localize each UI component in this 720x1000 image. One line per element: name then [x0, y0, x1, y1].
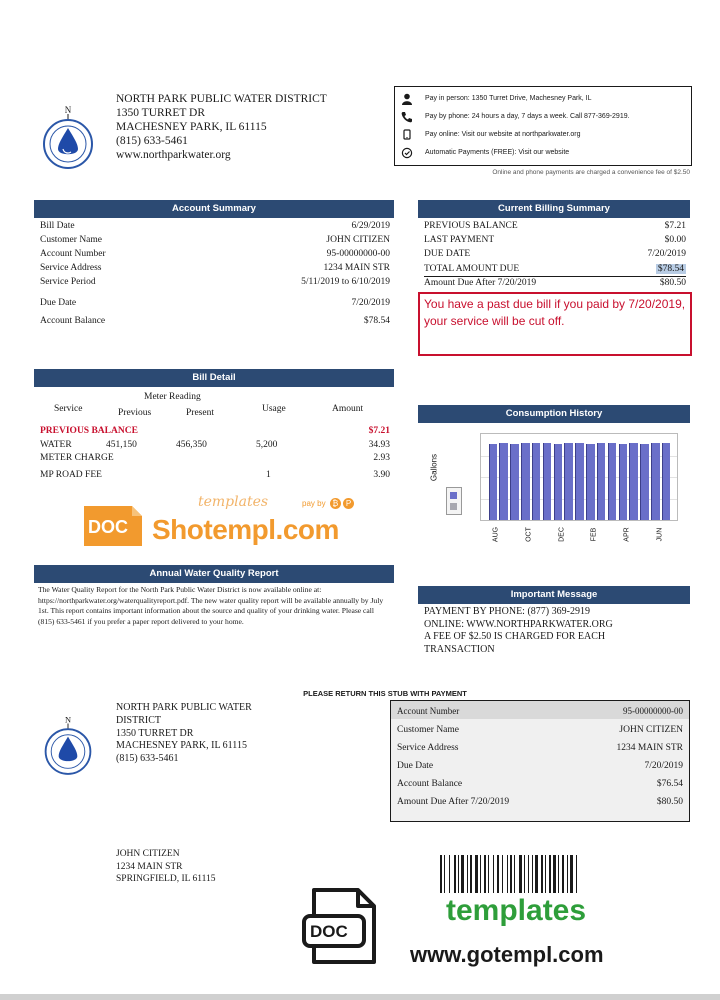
barcode-stripe — [558, 855, 559, 893]
stub-label-service-address: Service Address — [397, 743, 459, 753]
amount-road-fee: 3.90 — [373, 470, 390, 480]
chart-x-tick-label: JUN — [656, 527, 664, 542]
value-previous-balance: $7.21 — [664, 221, 686, 231]
barcode-stripe — [519, 855, 522, 893]
billing-summary-rows — [424, 220, 686, 292]
chart-bar — [597, 443, 606, 520]
stub-label-amount-due-after: Amount Due After 7/20/2019 — [397, 797, 510, 807]
payment-option-online — [395, 129, 691, 145]
barcode-stripe — [567, 855, 568, 893]
label-last-payment: LAST PAYMENT — [424, 235, 495, 245]
stub-value-amount-due-after: $80.50 — [656, 797, 683, 807]
label-previous-balance: PREVIOUS BALANCE — [424, 221, 518, 231]
stub-return-text: PLEASE RETURN THIS STUB WITH PAYMENT — [303, 689, 467, 698]
barcode-stripe — [475, 855, 478, 893]
amount-previous-balance: $7.21 — [368, 426, 390, 436]
chart-x-tick-label: OCT — [525, 527, 533, 542]
stub-value-account-balance: $76.54 — [656, 779, 683, 789]
chart-bar — [564, 443, 573, 520]
stub-utility-line: (815) 633-5461 — [116, 753, 179, 765]
value-total-amount-due: $78.54 — [657, 264, 684, 274]
value-account-number: 95-00000000-00 — [326, 249, 390, 259]
chart-bar — [586, 444, 595, 520]
account-summary-section — [34, 200, 394, 330]
barcode-stripe — [528, 855, 529, 893]
stub-utility-line: NORTH PARK PUBLIC WATER — [116, 702, 252, 713]
barcode-stripe — [562, 855, 564, 893]
previous-water: 451,150 — [106, 440, 137, 450]
label-total-amount-due: TOTAL AMOUNT DUE — [424, 264, 520, 274]
water-quality-header: Annual Water Quality Report — [34, 565, 394, 583]
important-message-line: TRANSACTION — [424, 643, 495, 655]
barcode-stripe — [510, 855, 512, 893]
chart-legend — [446, 487, 462, 515]
label-account-number: Account Number — [40, 249, 106, 259]
barcode-stripe — [502, 855, 503, 893]
barcode-stripe — [553, 855, 556, 893]
stub-account-box — [390, 700, 690, 822]
payment-option-phone — [395, 111, 691, 127]
legend-swatch-current — [450, 492, 457, 499]
amount-meter-charge: 2.93 — [373, 453, 390, 463]
doc-file-icon — [80, 504, 144, 548]
value-service-address: 1234 MAIN STR — [323, 263, 390, 273]
barcode-stripe — [576, 855, 577, 893]
water-quality-text: The Water Quality Report for the North Park Public Water District is now available online at: https://northparkwater.org/waterqualityreport.pdf. The new water quality report will be available annually by July 1st. This report contains important information about the source and quality of your drinking water. Please call (815) 633-5461 if you prefer a paper report delivered to your home. — [38, 585, 384, 626]
payment-option-text: Automatic Payments (FREE): Visit our website — [425, 149, 570, 156]
watermark-templates-text: templates — [198, 494, 269, 510]
barcode-stripe — [488, 855, 489, 893]
payment-option-auto — [395, 147, 691, 163]
stub-value-customer-name: JOHN CITIZEN — [619, 725, 683, 735]
value-last-payment: $0.00 — [664, 235, 686, 245]
stub-label-due-date: Due Date — [397, 761, 434, 771]
bill-detail-section — [34, 369, 394, 489]
important-message-line: A FEE OF $2.50 IS CHARGED FOR EACH — [424, 631, 606, 642]
payment-option-text: Pay in person: 1350 Turret Drive, Machesney Park, IL — [425, 95, 592, 102]
value-service-period: 5/11/2019 to 6/10/2019 — [301, 277, 390, 287]
service-previous-balance: PREVIOUS BALANCE — [40, 426, 138, 436]
stub-customer-address — [116, 848, 216, 886]
barcode-stripe — [532, 855, 533, 893]
important-message-line: ONLINE: WWW.NORTHPARKWATER.ORG — [424, 618, 613, 630]
payment-fee-note: Online and phone payments are charged a convenience fee of $2.50 — [492, 169, 690, 176]
svg-text:N: N — [64, 715, 72, 725]
chart-x-tick-label: FEB — [590, 527, 598, 542]
chart-bar — [554, 444, 563, 520]
chart-bar — [521, 443, 530, 520]
stub-value-account-number: 95-00000000-00 — [623, 706, 683, 716]
chart-bar — [532, 443, 541, 520]
utility-address-block — [116, 92, 327, 162]
chart-bar — [543, 443, 552, 520]
barcode-stripe — [507, 855, 508, 893]
chart-x-tick-label: AUG — [492, 526, 500, 543]
important-message-body — [424, 606, 690, 656]
payment-option-text: Pay by phone: 24 hours a day, 7 days a week. Call 877-369-2919. — [425, 113, 630, 120]
watermark-brand: Shotempl.com — [152, 514, 339, 545]
chart-bar — [640, 444, 649, 520]
utility-street: 1350 TURRET DR — [116, 107, 206, 119]
water-quality-section — [34, 565, 394, 665]
label-amount-due-after: Amount Due After 7/20/2019 — [424, 278, 537, 288]
billing-summary-header: Current Billing Summary — [418, 200, 690, 218]
value-bill-date: 6/29/2019 — [351, 221, 390, 231]
barcode-stripe — [535, 855, 538, 893]
col-meter-reading: Meter Reading — [144, 392, 201, 402]
chart-bar — [629, 443, 638, 520]
value-customer-name: JOHN CITIZEN — [326, 235, 390, 245]
col-previous: Previous — [118, 408, 152, 418]
footer-templates-text: templates — [446, 894, 587, 927]
chart-bar — [499, 443, 508, 520]
col-usage: Usage — [262, 404, 286, 414]
barcode-stripe — [444, 855, 445, 893]
label-service-period: Service Period — [40, 277, 96, 287]
barcode-stripe — [449, 855, 450, 893]
chart-x-tick-label: APR — [623, 527, 631, 542]
important-message-header: Important Message — [418, 586, 690, 604]
label-due-date: Due Date — [40, 298, 77, 308]
bill-detail-header: Bill Detail — [34, 369, 394, 387]
service-road-fee: MP ROAD FEE — [40, 470, 102, 480]
stub-value-service-address: 1234 MAIN STR — [616, 743, 683, 753]
important-message-section — [418, 586, 690, 666]
stub-label-account-balance: Account Balance — [397, 779, 463, 789]
payment-option-person — [395, 93, 691, 109]
barcode-stripe — [458, 855, 459, 893]
stub-customer-line: SPRINGFIELD, IL 61115 — [116, 874, 216, 884]
stub-label-customer-name: Customer Name — [397, 725, 460, 735]
chart-bar — [510, 444, 519, 520]
barcode-stripe — [541, 855, 543, 893]
barcode-stripe — [484, 855, 486, 893]
watermark-pay-by — [302, 498, 354, 509]
footer-doc-label: DOC — [310, 922, 348, 941]
utility-name: NORTH PARK PUBLIC WATER DISTRICT — [116, 93, 327, 105]
barcode-stripe — [497, 855, 499, 893]
stub-value-due-date: 7/20/2019 — [644, 761, 683, 771]
doc-icon-label: DOC — [88, 517, 128, 537]
label-due-date: DUE DATE — [424, 249, 471, 259]
chart-bar — [662, 443, 671, 520]
label-service-address: Service Address — [40, 263, 102, 273]
payment-option-text: Pay online: Visit our website at northparkwater.org — [425, 131, 581, 138]
bitcoin-icon: ₿ — [330, 498, 341, 509]
utility-city: MACHESNEY PARK, IL 61115 — [116, 121, 267, 133]
barcode-stripe — [480, 855, 481, 893]
consumption-history-section — [418, 405, 690, 553]
stub-customer-line: 1234 MAIN STR — [116, 861, 183, 872]
value-amount-due-after: $80.50 — [659, 278, 686, 288]
label-customer-name: Customer Name — [40, 235, 103, 245]
barcode-stripe — [549, 855, 551, 893]
chart-plot-area — [480, 433, 678, 521]
payment-options-box — [394, 86, 692, 166]
footer-doc-icon — [300, 886, 384, 966]
amount-water: 34.93 — [368, 440, 390, 450]
chart-x-axis-labels — [480, 523, 676, 553]
chart-x-tick-label: DEC — [558, 527, 566, 542]
past-due-notice — [418, 292, 692, 356]
chart-ylabel: Gallons — [429, 453, 439, 482]
paypal-icon: P — [343, 498, 354, 509]
watermark-pay-by-text: pay by — [302, 499, 326, 508]
usage-water: 5,200 — [256, 440, 278, 450]
service-meter-charge: METER CHARGE — [40, 453, 114, 463]
barcode-stripe — [570, 855, 573, 893]
barcode-stripe — [440, 855, 442, 893]
barcode-stripe — [470, 855, 472, 893]
bottom-divider — [0, 994, 720, 1000]
col-service: Service — [54, 404, 83, 414]
barcode — [440, 855, 660, 893]
value-account-balance: $78.54 — [363, 316, 390, 326]
recurring-icon — [401, 147, 413, 159]
person-icon — [401, 93, 413, 105]
value-due-date: 7/20/2019 — [647, 249, 686, 259]
barcode-stripe — [514, 855, 515, 893]
label-bill-date: Bill Date — [40, 221, 75, 231]
consumption-history-header: Consumption History — [418, 405, 690, 423]
chart-bar — [575, 443, 584, 520]
chart-bar — [489, 444, 498, 520]
stub-label-account-number: Account Number — [397, 706, 460, 716]
stub-utility-logo — [40, 714, 96, 776]
barcode-stripe — [493, 855, 494, 893]
legend-swatch-previous — [450, 503, 457, 510]
past-due-notice-text: You have a past due bill if you paid by 7/20/2019, your service will be cut off. — [424, 297, 686, 328]
barcode-stripe — [454, 855, 456, 893]
phone-icon — [401, 111, 413, 123]
stub-utility-address — [116, 702, 252, 766]
chart-bar — [651, 443, 660, 520]
utility-phone: (815) 633-5461 — [116, 135, 188, 147]
stub-utility-line: MACHESNEY PARK, IL 61115 — [116, 740, 247, 752]
usage-road-fee: 1 — [266, 470, 271, 480]
billing-summary-section — [418, 200, 690, 360]
service-water: WATER — [40, 440, 72, 450]
total-amount-due-cell — [656, 263, 686, 275]
watermark-shotempl — [80, 494, 410, 554]
utility-website: www.northparkwater.org — [116, 149, 231, 161]
laptop-icon — [401, 129, 413, 141]
svg-text:N: N — [64, 105, 72, 115]
present-water: 456,350 — [176, 440, 207, 450]
footer-site-text: www.gotempl.com — [410, 942, 604, 967]
barcode-stripe — [524, 855, 525, 893]
col-amount: Amount — [332, 404, 364, 414]
important-message-line: PAYMENT BY PHONE: (877) 369-2919 — [424, 606, 590, 617]
stub-customer-line: JOHN CITIZEN — [116, 849, 180, 859]
chart-bar — [619, 444, 628, 520]
stub-utility-line: 1350 TURRET DR — [116, 727, 194, 739]
barcode-stripe — [545, 855, 546, 893]
value-due-date: 7/20/2019 — [351, 298, 390, 308]
utility-logo — [38, 104, 98, 170]
chart-bar — [608, 443, 617, 520]
barcode-stripe — [461, 855, 464, 893]
stub-utility-line: DISTRICT — [116, 714, 161, 726]
account-summary-rows — [40, 220, 390, 300]
label-account-balance: Account Balance — [40, 316, 106, 326]
barcode-stripe — [467, 855, 468, 893]
col-present: Present — [186, 408, 214, 418]
account-summary-header: Account Summary — [34, 200, 394, 218]
